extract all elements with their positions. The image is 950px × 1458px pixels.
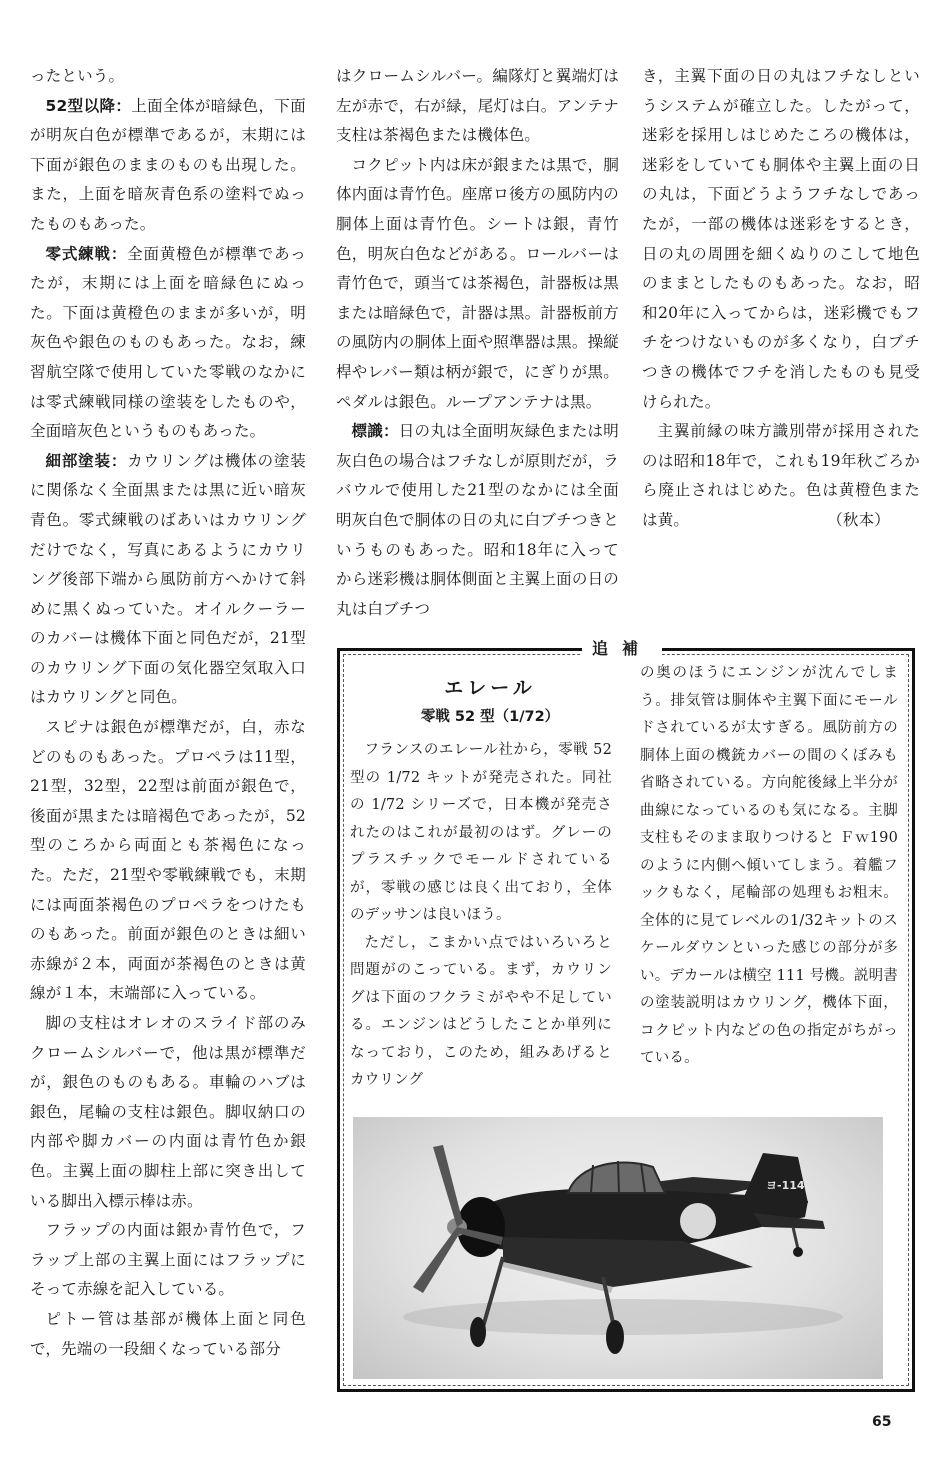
supplement-text-left: [350, 737, 612, 1095]
paragraph-text: 日の丸は全面明灰緑色または明灰白色の場合はフチなしが原則だが，ラバウルで使用した21型のなかには全面明灰白色で胴体の日の丸に白ブチつきというものもあった。昭和18年に入ってから迷彩機は胴体側面と主翼上面の日の丸は白ブチつ: [336, 422, 619, 618]
paragraph-text: カウリングは機体の塗装に関係なく全面黒または黒に近い暗灰青色。零式練戦のばあいはカウリングだけでなく，写真にあるようにカウリング後部下端から風防前方へかけて斜めに黒くぬっていた。オイルクーラーのカバーは機体下面と同色だが，21型のカウリング下面の気化器空気取入口はカウリングと同色。: [30, 451, 306, 707]
zero-fighter-model-image: [353, 1117, 883, 1379]
paragraph: の奥のほうにエンジンが沈んでしまう。排気管は胴体や主翼下面にモールドされているが太すぎる。風防前方の胴体上面の機銃カバーの間のくぼみも省略されている。方向舵後縁上半分が曲線になっているのも気になる。主脚支柱もそのまま取りつけると Ｆｗ190 のように内側へ傾いてしまう。着艦フックもなく，尾輪部の処理もお粗末。全体的に見てレベルの1/32キットのスケールダウンといった感じの部分が多い。デカールは横空 111 号機。説明書の塗装説明はカウリング，機体下面，コクピット内などの色の指定がちがっている。: [640, 665, 898, 1066]
text-column-1: [30, 62, 306, 1364]
paragraph: き，主翼下面の日の丸はフチなしというシステムが確立した。したがって，迷彩を採用しはじめたころの機体は，迷彩をしていても胴体や主翼上面の日の丸は，下面どうようフチなしであったが，一部の機体は迷彩をするとき，日の丸の周囲を細くぬりのこして地色のままとしたものもあった。なお，昭和20年に入ってからは，迷彩機でもフチをつけないものが多くなり，白ブチつきの機体でフチを消したものも見受けられた。: [642, 67, 920, 411]
supplement-text-right: [640, 660, 898, 1073]
section-heading: 52型以降：: [45, 96, 132, 115]
paragraph: ピトー管は基部が機体上面と同色で，先端の一段細くなっている部分: [30, 1309, 306, 1358]
paragraph: [642, 417, 920, 535]
review-title: エレール: [444, 677, 536, 699]
paragraph: はクロームシルバー。編隊灯と翼端灯は左が赤で，右が緑，尾灯は白。アンテナ支柱は茶褐色または機体色。: [336, 67, 619, 145]
section-heading: 細部塗装：: [45, 451, 128, 470]
paragraph: フランスのエレール社から，零戦 52 型の 1/72 キットが発売された。同社の 1/72 シリーズで，日本機が発売されたのはこれが最初のはず。グレーのプラスチックでモールドされているが，零戦の感じは良く出ており，全体のデッサンは良いほう。: [350, 742, 612, 923]
supplement-label: 追補: [582, 637, 662, 661]
paragraph: ったという。: [30, 67, 125, 85]
paragraph-text: 全面黄橙色が標準であったが，末期には上面を暗緑色にぬった。下面は黄橙色のままが多いが，明灰色や銀色のものもあった。なお，練習航空隊で使用していた零戦のなかには零式練戦同様の塗装をしたものや，全面暗灰色というものもあった。: [30, 244, 306, 441]
section-heading: 零式練戦：: [45, 244, 128, 263]
review-subtitle: 零戦 52 型（1/72）: [420, 709, 560, 725]
paragraph-text: 上面全体が暗緑色，下面が明灰白色が標準であるが，末期には下面が銀色のままのものも出現した。また，上面を暗灰青色系の塗料でぬったものもあった。: [30, 96, 306, 233]
author-signature: （秋本）: [827, 510, 890, 529]
tail-code: ヨ-114: [766, 1179, 805, 1192]
paragraph: [30, 240, 306, 447]
paragraph-text: 主翼前縁の味方識別帯が採用されたのは昭和18年で，これも19年秋ごろから廃止されはじめた。色は黄橙色または黄。: [642, 422, 920, 529]
paragraph: [30, 447, 306, 713]
text-column-2: [336, 62, 619, 624]
text-column-3: [642, 62, 920, 536]
page-number: 65: [872, 1414, 892, 1430]
model-aircraft-photo: [353, 1117, 883, 1379]
section-heading: 標識：: [351, 422, 399, 441]
paragraph: 脚の支柱はオレオのスライド部のみクロームシルバーで，他は黒が標準だが，銀色のものもある。車輪のハブは銀色，尾輪の支柱は銀色。脚収納口の内部や脚カバーの内面は青竹色か銀色。主翼上面の脚柱上部に突き出している脚出入標示棒は赤。: [30, 1014, 306, 1210]
paragraph: ただし，こまかい点ではいろいろと問題がのこっている。まず，カウリングは下面のフクラミがやや不足している。エンジンはどうしたことか単列になっており，このため，組みあげるとカウリング: [350, 934, 612, 1088]
paragraph: [336, 417, 619, 624]
paragraph: フラップの内面は銀か青竹色で，フラップ上部の主翼上面にはフラップにそって赤線を記入している。: [30, 1221, 306, 1299]
paragraph: コクピット内は床が銀または黒で，胴体内面は青竹色。座席ロ後方の風防内の胴体上面は青竹色。シートは銀，青竹色，明灰白色などがある。ロールバーは青竹色で，頭当ては茶褐色，計器板は黒または暗緑色で，計器は黒。計器板前方の風防内の胴体上面や照準器は黒。操縦桿やレバー類は柄が銀で，にぎりが黒。ペダルは銀色。ループアンテナは黒。: [336, 155, 619, 411]
paragraph: [30, 92, 306, 240]
paragraph: スピナは銀色が標準だが，白，赤などのものもあった。プロペラは11型，21型，32型，22型は前面が銀色で，後面が黒または暗褐色であったが，52型のころから両面とも茶褐色になった。ただ，21型や零戦練戦でも，末期には両面茶褐色のプロペラをつけたものもあった。前面が銀色のときは細い赤線が２本，両面が茶褐色のときは黄線が１本，末端部に入っている。: [30, 718, 306, 1003]
